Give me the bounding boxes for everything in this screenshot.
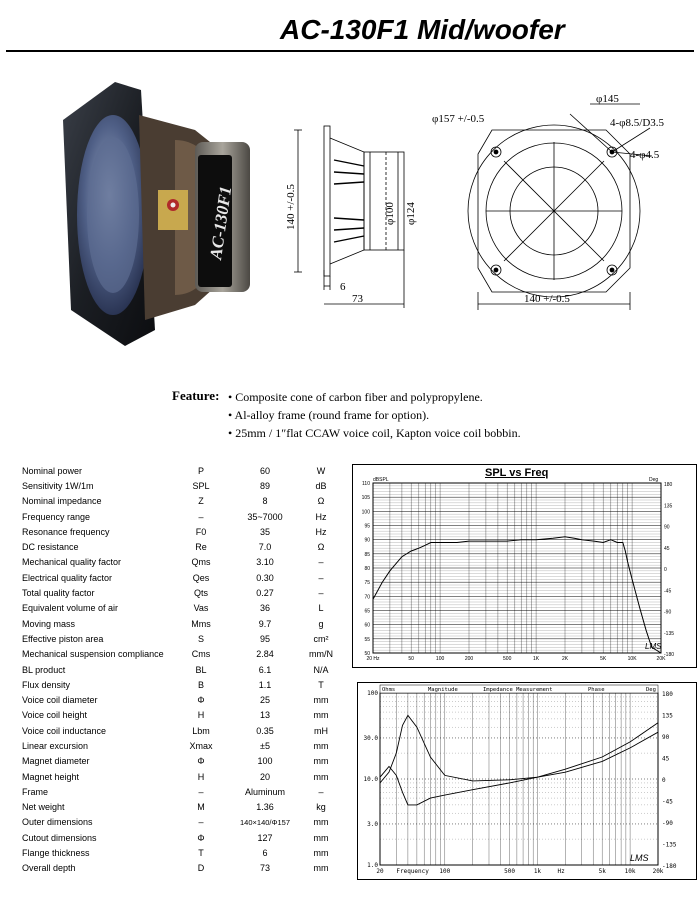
x-tick-label: 10K	[627, 656, 637, 662]
spec-symbol: –	[198, 817, 204, 828]
x-tick-label: 100	[439, 868, 451, 875]
spec-row	[22, 662, 342, 677]
y-tick-label: 30.0	[363, 734, 378, 742]
spec-row	[22, 769, 342, 784]
spec-row	[22, 754, 342, 769]
right-tick-label: 135	[662, 712, 673, 720]
spec-unit: mm	[313, 817, 329, 828]
spec-row	[22, 463, 342, 478]
y-tick-label: 3.0	[367, 820, 378, 828]
y-tick-label: 90	[364, 537, 370, 544]
spec-value: 9.7	[258, 618, 272, 629]
x-tick-label: Hz	[557, 868, 565, 875]
spec-row	[22, 800, 342, 815]
spec-value: 25	[259, 695, 270, 706]
feature-item: • Al-alloy frame (round frame for option).	[228, 408, 430, 422]
spl-curve	[373, 537, 661, 653]
x-tick-label: 20 Hz	[366, 656, 380, 662]
spec-symbol: Lbm	[192, 725, 210, 736]
y-tick-label: 100	[361, 509, 370, 516]
spec-value: 140×140/Φ157	[240, 817, 290, 827]
spec-value: 20	[259, 771, 270, 782]
right-tick-label: -45	[664, 588, 672, 595]
feature-item: • Composite cone of carbon fiber and polypropylene.	[228, 390, 483, 404]
spec-symbol: Vas	[193, 603, 209, 614]
spec-row	[22, 677, 342, 692]
spec-value: 35~7000	[247, 511, 283, 522]
spec-unit: mH	[314, 725, 328, 736]
spec-symbol: Re	[195, 542, 207, 553]
x-tick-label: 10k	[624, 868, 636, 875]
y-tick-label: 100	[367, 690, 378, 697]
spec-row	[22, 784, 342, 799]
spec-symbol: T	[198, 848, 204, 859]
y-tick-label: 80	[364, 566, 370, 572]
spec-name: Overall depth	[22, 863, 76, 874]
y-tick-label: 1.0	[367, 862, 378, 869]
y-tick-label: 105	[361, 495, 370, 502]
spec-name: Linear excursion	[22, 740, 89, 751]
spec-name: Outer dimensions	[22, 817, 93, 828]
spec-value: 1.1	[258, 679, 272, 690]
y-tick-label: 85	[364, 551, 370, 558]
spec-unit: cm²	[313, 633, 329, 644]
magnet-dia-dim: φ100	[384, 202, 396, 225]
spec-symbol: S	[197, 633, 204, 644]
page-title: AC-130F1 Mid/woofer	[280, 14, 565, 45]
spec-name: DC resistance	[22, 542, 79, 553]
spec-symbol: Qts	[193, 588, 208, 599]
spec-symbol: SPL	[192, 480, 210, 491]
y-tick-label: 70	[364, 594, 370, 601]
spec-unit: –	[318, 786, 324, 797]
spec-name: Mechanical quality factor	[22, 557, 122, 568]
chart-header-right: Phase	[588, 687, 605, 693]
right-tick-label: 90	[662, 734, 670, 741]
spec-name: Resonance frequency	[22, 526, 110, 537]
spec-row	[22, 815, 342, 830]
spec-value: 2.84	[256, 649, 274, 660]
y-axis-label: Ohms	[382, 687, 396, 693]
x-tick-label: 20	[376, 868, 384, 875]
spec-name: Frequency range	[22, 511, 91, 522]
spec-unit: mm	[313, 848, 329, 859]
spec-row	[22, 524, 342, 539]
spec-row	[22, 478, 342, 493]
spec-value: 3.10	[256, 557, 274, 568]
spec-row	[22, 555, 342, 570]
y-tick-label: 110	[362, 481, 370, 487]
x-tick-label: 100	[435, 656, 445, 662]
spec-unit: T	[318, 679, 324, 690]
spec-symbol: P	[197, 465, 204, 476]
spec-value: 0.35	[256, 725, 274, 736]
spec-symbol: M	[197, 802, 205, 813]
spec-value: 100	[257, 756, 273, 767]
holes2-dim: 4-φ4.5	[630, 149, 660, 161]
spec-name: Voice coil height	[22, 710, 88, 721]
spec-symbol: H	[197, 710, 205, 721]
right-tick-label: 180	[662, 691, 673, 698]
spec-name: Cutout dimensions	[22, 832, 97, 843]
right-tick-label: 180	[664, 482, 673, 488]
spec-name: Nominal impedance	[22, 496, 102, 507]
phase-curve	[380, 723, 658, 805]
right-tick-label: 0	[664, 567, 667, 573]
spec-symbol: Cms	[191, 649, 211, 660]
depth-dim: 73	[352, 293, 363, 305]
right-axis-label: Deg	[649, 477, 659, 483]
spec-unit: L	[318, 603, 324, 614]
spec-row	[22, 845, 342, 860]
spl-chart	[353, 465, 696, 667]
spec-unit: kg	[316, 802, 326, 813]
x-tick-label: 20K	[656, 656, 666, 662]
y-tick-label: 50	[364, 651, 370, 657]
y-tick-label: 55	[364, 636, 370, 643]
spec-name: Nominal power	[22, 465, 83, 476]
chart-header-left: Magnitude	[428, 687, 458, 693]
spec-name: Total quality factor	[22, 588, 95, 599]
right-axis-label: Deg	[646, 687, 656, 693]
spec-row	[22, 723, 342, 738]
right-tick-label: -90	[664, 609, 672, 616]
y-tick-label: 75	[364, 580, 370, 587]
spec-unit: mm	[313, 740, 329, 751]
spec-name: Equivalent volume of air	[22, 603, 119, 614]
spec-unit: mm/N	[309, 649, 333, 660]
spec-name: Mechanical suspension compliance	[22, 649, 164, 660]
photo-label: AC-130F1	[206, 184, 236, 261]
right-tick-label: -135	[662, 841, 677, 849]
spec-value: 0.27	[256, 588, 274, 599]
x-tick-label: 500	[504, 868, 515, 875]
x-tick-label: 200	[464, 656, 474, 662]
x-tick-label: 50	[408, 656, 414, 662]
spec-symbol: Qms	[191, 557, 211, 568]
spl-chart-title: SPL vs Freq	[485, 467, 549, 479]
spec-name: Effective piston area	[22, 633, 104, 644]
spec-row	[22, 738, 342, 753]
spec-name: Net weight	[22, 802, 65, 813]
spec-unit: Hz	[315, 526, 327, 537]
spec-name: BL product	[22, 664, 66, 675]
spec-symbol: Φ	[197, 695, 205, 706]
spec-unit: Ω	[317, 496, 325, 507]
spec-value: 8	[262, 496, 268, 507]
chart-watermark: LMS	[630, 853, 649, 863]
spec-name: Moving mass	[22, 618, 76, 629]
chart-watermark: LMS	[645, 642, 662, 651]
spec-name: Flange thickness	[22, 848, 90, 859]
x-axis-label: Frequency	[396, 868, 429, 875]
right-tick-label: -180	[662, 863, 677, 870]
spec-row	[22, 708, 342, 723]
holes1-dim: 4-φ8.5/D3.5	[610, 117, 665, 129]
x-tick-label: 1K	[533, 656, 540, 662]
spec-unit: –	[318, 557, 324, 568]
features-heading: Feature:	[172, 388, 220, 403]
right-tick-label: -90	[662, 820, 673, 827]
frame-dia-dim: φ124	[405, 202, 417, 225]
y-tick-label: 95	[364, 523, 370, 530]
spec-row	[22, 585, 342, 600]
spec-unit: W	[316, 465, 326, 476]
right-tick-label: -45	[662, 798, 673, 806]
x-tick-label: 500	[503, 656, 512, 662]
x-tick-label: 5K	[600, 656, 607, 662]
spec-value: 1.36	[256, 802, 274, 813]
spec-value: Aluminum	[244, 786, 285, 797]
spec-value: 35	[259, 526, 270, 537]
spec-symbol: Φ	[197, 756, 205, 767]
spec-name: Magnet diameter	[22, 756, 90, 767]
spec-symbol: Z	[198, 496, 204, 507]
spec-row	[22, 601, 342, 616]
spec-symbol: F0	[195, 526, 207, 537]
specs-table	[22, 463, 342, 876]
spec-symbol: Xmax	[189, 740, 213, 751]
impedance-chart	[358, 683, 696, 879]
spec-row	[22, 692, 342, 707]
spec-name: Magnet height	[22, 771, 80, 782]
spec-unit: Ω	[317, 542, 325, 553]
spec-row	[22, 509, 342, 524]
right-tick-label: 135	[664, 503, 673, 510]
spec-unit: mm	[313, 710, 329, 721]
y-tick-label: 65	[364, 608, 370, 615]
right-tick-label: 0	[662, 777, 666, 784]
spec-name: Sensitivity 1W/1m	[22, 480, 94, 491]
spec-value: 7.0	[258, 542, 272, 553]
spec-unit: mm	[313, 756, 329, 767]
spec-row	[22, 494, 342, 509]
right-tick-label: 45	[664, 545, 670, 552]
spec-value: 73	[259, 863, 270, 874]
spec-symbol: Mms	[191, 618, 211, 629]
spec-unit: mm	[313, 832, 329, 843]
impedance-chart-panel	[357, 682, 697, 880]
outer-dia-dim: φ157 +/-0.5	[432, 113, 485, 125]
bolt-circle-dim: φ145	[596, 93, 619, 105]
y-tick-label: 10.0	[363, 776, 378, 783]
spec-symbol: –	[198, 786, 204, 797]
x-tick-label: 20k	[652, 868, 664, 875]
spl-chart-panel	[352, 464, 697, 668]
spec-name: Electrical quality factor	[22, 572, 113, 583]
x-tick-label: 2K	[561, 656, 569, 662]
spec-row	[22, 647, 342, 662]
spec-row	[22, 570, 342, 585]
spec-unit: Hz	[315, 511, 327, 522]
spec-symbol: –	[198, 511, 204, 522]
spec-value: ±5	[260, 740, 270, 751]
right-tick-label: 90	[664, 524, 670, 531]
spec-symbol: BL	[195, 664, 207, 675]
front-view-drawing	[420, 92, 698, 314]
spec-value: 36	[259, 603, 270, 614]
x-tick-label: 5k	[598, 868, 606, 875]
spec-unit: mm	[313, 863, 329, 874]
spec-unit: mm	[313, 695, 329, 706]
right-tick-label: -180	[664, 652, 675, 658]
spec-row	[22, 616, 342, 631]
spec-unit: –	[318, 572, 324, 583]
y-tick-label: 60	[364, 622, 370, 629]
spec-symbol: H	[197, 771, 205, 782]
spec-value: 127	[257, 832, 273, 843]
speaker-photo	[55, 80, 270, 348]
spec-unit: dB	[315, 480, 327, 491]
spec-name: Voice coil inductance	[22, 725, 107, 736]
spec-symbol: Φ	[197, 832, 205, 843]
spec-value: 0.30	[256, 572, 274, 583]
right-tick-label: 45	[662, 755, 670, 763]
spec-value: 13	[259, 710, 270, 721]
width-dim: 140 +/-0.5	[524, 293, 570, 305]
feature-item: • 25mm / 1″flat CCAW voice coil, Kapton voice coil bobbin.	[228, 426, 521, 440]
spec-name: Frame	[22, 786, 49, 797]
spec-row	[22, 830, 342, 845]
spec-unit: –	[318, 588, 324, 599]
spec-symbol: Qes	[192, 572, 210, 583]
spec-row	[22, 539, 342, 554]
spec-value: 6	[262, 848, 268, 859]
spec-name: Flux density	[22, 679, 71, 690]
spec-unit: g	[318, 618, 324, 629]
spec-name: Voice coil diameter	[22, 695, 98, 706]
spec-value: 89	[259, 480, 270, 491]
spec-symbol: B	[197, 679, 204, 690]
right-tick-label: -135	[664, 630, 675, 637]
chart-title: Impedance Measurement	[483, 687, 553, 693]
spec-value: 95	[259, 633, 270, 644]
y-axis-label: dBSPL	[373, 477, 389, 483]
spec-value: 6.1	[258, 664, 272, 675]
height-dim: 140 +/-0.5	[285, 184, 297, 230]
flange-thickness-dim: 6	[340, 281, 346, 293]
title-rule	[6, 50, 694, 52]
spec-unit: mm	[313, 771, 329, 782]
spec-symbol: D	[197, 863, 205, 874]
spec-row	[22, 631, 342, 646]
spec-row	[22, 861, 342, 876]
x-tick-label: 1k	[533, 868, 542, 875]
spec-unit: N/A	[313, 664, 329, 675]
spec-value: 60	[259, 465, 270, 476]
